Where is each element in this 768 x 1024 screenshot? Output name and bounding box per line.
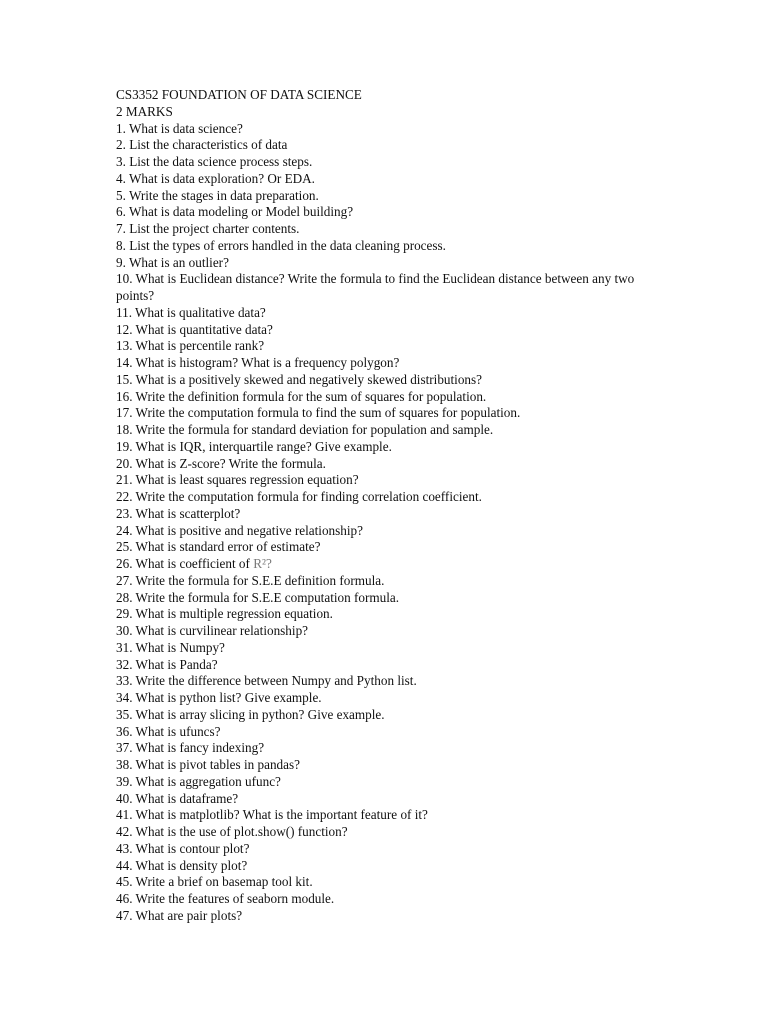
question-item: 30. What is curvilinear relationship? <box>116 623 309 638</box>
question-item: 1. What is data science? <box>116 120 243 136</box>
question-item: 16. Write the definition formula for the sum of squares for population. <box>116 388 487 404</box>
question-item: 31. What is Numpy? <box>116 639 225 655</box>
document-page <box>116 87 636 925</box>
question-text: 26. What is coefficient of <box>116 556 254 571</box>
question-item: 5. Write the stages in data preparation. <box>116 187 319 203</box>
question-item: 39. What is aggregation ufunc? <box>116 773 281 789</box>
question-item: 15. What is a positively skewed and negatively skewed distributions? <box>116 371 483 387</box>
question-item: 7. List the project charter contents. <box>116 221 300 236</box>
question-item: 35. What is array slicing in python? Give example. <box>116 706 385 722</box>
section-heading: 2 MARKS <box>116 103 173 119</box>
question-item: 6. What is data modeling or Model building? <box>116 204 354 220</box>
question-item: 24. What is positive and negative relationship? <box>116 522 363 538</box>
question-item: 37. What is fancy indexing? <box>116 740 265 756</box>
question-item: 18. Write the formula for standard deviation for population and sample. <box>116 422 494 437</box>
question-item: 17. Write the computation formula to find the sum of squares for population. <box>116 405 521 421</box>
question-item: 11. What is qualitative data? <box>116 304 266 320</box>
question-item: 22. Write the computation formula for finding correlation coefficient. <box>116 489 482 504</box>
question-item: 43. What is contour plot? <box>116 840 250 856</box>
question-item: 20. What is Z-score? Write the formula. <box>116 455 326 471</box>
question-item: 14. What is histogram? What is a frequency polygon? <box>116 355 400 370</box>
question-item: 45. Write a brief on basemap tool kit. <box>116 874 313 890</box>
question-item: 33. Write the difference between Numpy and Python list. <box>116 673 417 689</box>
question-item: 46. Write the features of seaborn module. <box>116 891 335 906</box>
question-item: 38. What is pivot tables in pandas? <box>116 757 300 772</box>
r-squared-symbol: R²? <box>253 556 272 571</box>
question-item: 25. What is standard error of estimate? <box>116 539 321 555</box>
question-item: 27. Write the formula for S.E.E definition formula. <box>116 572 385 588</box>
question-item: 21. What is least squares regression equation? <box>116 472 359 488</box>
question-item: 40. What is dataframe? <box>116 790 239 806</box>
question-item: 47. What are pair plots? <box>116 907 243 923</box>
question-item: 19. What is IQR, interquartile range? Give example. <box>116 438 392 454</box>
question-item: 8. List the types of errors handled in the data cleaning process. <box>116 237 446 253</box>
question-item: 2. List the characteristics of data <box>116 137 288 153</box>
question-item: 12. What is quantitative data? <box>116 321 273 337</box>
question-item: 44. What is density plot? <box>116 857 248 873</box>
question-item <box>116 556 636 573</box>
question-item: 29. What is multiple regression equation. <box>116 606 333 622</box>
question-item: 34. What is python list? Give example. <box>116 690 322 705</box>
question-item: 4. What is data exploration? Or EDA. <box>116 170 315 186</box>
question-item: 23. What is scatterplot? <box>116 505 241 521</box>
document-title: CS3352 FOUNDATION OF DATA SCIENCE <box>116 87 362 102</box>
question-item: 13. What is percentile rank? <box>116 338 265 354</box>
question-item: 3. List the data science process steps. <box>116 154 313 169</box>
question-item: 28. Write the formula for S.E.E computation formula. <box>116 589 400 605</box>
question-item: 41. What is matplotlib? What is the important feature of it? <box>116 807 428 823</box>
question-item: 9. What is an outlier? <box>116 254 229 270</box>
question-item: 32. What is Panda? <box>116 656 218 672</box>
question-item: 36. What is ufuncs? <box>116 723 221 739</box>
question-list <box>116 121 636 925</box>
question-item: 10. What is Euclidean distance? Write the formula to find the Euclidean distance between any two points? <box>116 271 635 303</box>
question-item: 42. What is the use of plot.show() function? <box>116 824 348 839</box>
